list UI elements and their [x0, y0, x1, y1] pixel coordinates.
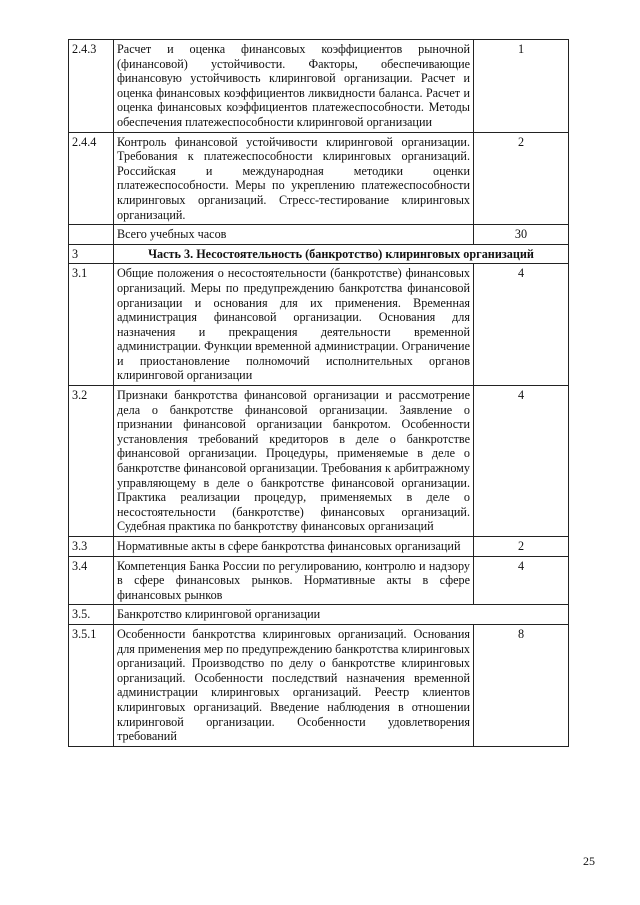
subsection-title: Банкротство клиринговой организации — [114, 605, 569, 625]
topic-text: Особенности банкротства клиринговых организаций. Основания для применения мер по предупреждению банкротства клиринговых организаций. Производство по делу о банкротстве клиринговых организаций. Особенности последствий назначения временной администрации клиринговых организаций. Реестр клиентов клиринговых организаций. Введение наблюдения в отношении клиринговой организации. Особенности удовлетворения требований — [114, 624, 474, 746]
table-row — [69, 537, 569, 557]
table-row — [69, 556, 569, 605]
hours-cell: 8 — [474, 624, 569, 746]
total-label: Всего учебных часов — [114, 225, 474, 245]
section-number: 2.4.4 — [69, 132, 114, 225]
part-number: 3 — [69, 244, 114, 264]
section-number: 3.2 — [69, 386, 114, 537]
section-number — [69, 225, 114, 245]
topic-text: Нормативные акты в сфере банкротства финансовых организаций — [114, 537, 474, 557]
topic-text: Контроль финансовой устойчивости клиринговой организации. Требования к платежеспособности клиринговых организаций. Российская и международная методики оценки платежеспособности. Меры по укреплению платежеспособности клиринговых организаций. Стресс-тестирование клиринговых организаций. — [114, 132, 474, 225]
table-row — [69, 132, 569, 225]
topic-text: Компетенция Банка России по регулированию, контролю и надзору в сфере финансовых рынков. Нормативные акты в сфере финансовых рынков — [114, 556, 474, 605]
section-number: 3.3 — [69, 537, 114, 557]
table-row — [69, 386, 569, 537]
section-number: 2.4.3 — [69, 40, 114, 133]
topic-text: Признаки банкротства финансовой организации и рассмотрение дела о банкротстве финансовой организации. Заявление о признании финансовой организации банкротом. Особенности установления требований кредиторов в деле о банкротстве финансовой организации. Процедуры, применяемые в деле о банкротстве финансовой организации. Требования к арбитражному управляющему в деле о банкротстве финансовой организации. Практика реализации процедур, применяемых в деле о несостоятельности (банкротстве) финансовых организаций. Судебная практика по банкротству финансовых организаций — [114, 386, 474, 537]
total-hours: 30 — [474, 225, 569, 245]
hours-cell: 4 — [474, 386, 569, 537]
hours-cell: 2 — [474, 537, 569, 557]
topic-text: Расчет и оценка финансовых коэффициентов рыночной (финансовой) устойчивости. Факторы, обеспечивающие финансовую устойчивость клиринговой организации. Расчет и оценка финансовых коэффициентов ликвидности баланса. Расчет и оценка финансовых коэффициентов платежеспособности. Методы обеспечения платежеспособности клиринговой организации — [114, 40, 474, 133]
hours-cell: 2 — [474, 132, 569, 225]
hours-cell: 4 — [474, 264, 569, 386]
page-number: 25 — [583, 854, 595, 868]
table-row — [69, 624, 569, 746]
table-row-part-header — [69, 244, 569, 264]
section-number: 3.4 — [69, 556, 114, 605]
table-row — [69, 264, 569, 386]
section-number: 3.5.1 — [69, 624, 114, 746]
table-row — [69, 40, 569, 133]
hours-cell: 4 — [474, 556, 569, 605]
table-row-total — [69, 225, 569, 245]
section-number: 3.1 — [69, 264, 114, 386]
section-number: 3.5. — [69, 605, 114, 625]
part-title: Часть 3. Несостоятельность (банкротство) клиринговых организаций — [114, 244, 569, 264]
table-row — [69, 605, 569, 625]
hours-cell: 1 — [474, 40, 569, 133]
curriculum-table — [68, 39, 569, 747]
topic-text: Общие положения о несостоятельности (банкротстве) финансовых организаций. Меры по предупреждению банкротства финансовой организации и основания для их применения. Временная администрация финансовой организации. Основания для назначения и прекращения деятельности временной администрации. Функции временной администрации. Ограничение и приостановление полномочий исполнительных органов клиринговой организации — [114, 264, 474, 386]
